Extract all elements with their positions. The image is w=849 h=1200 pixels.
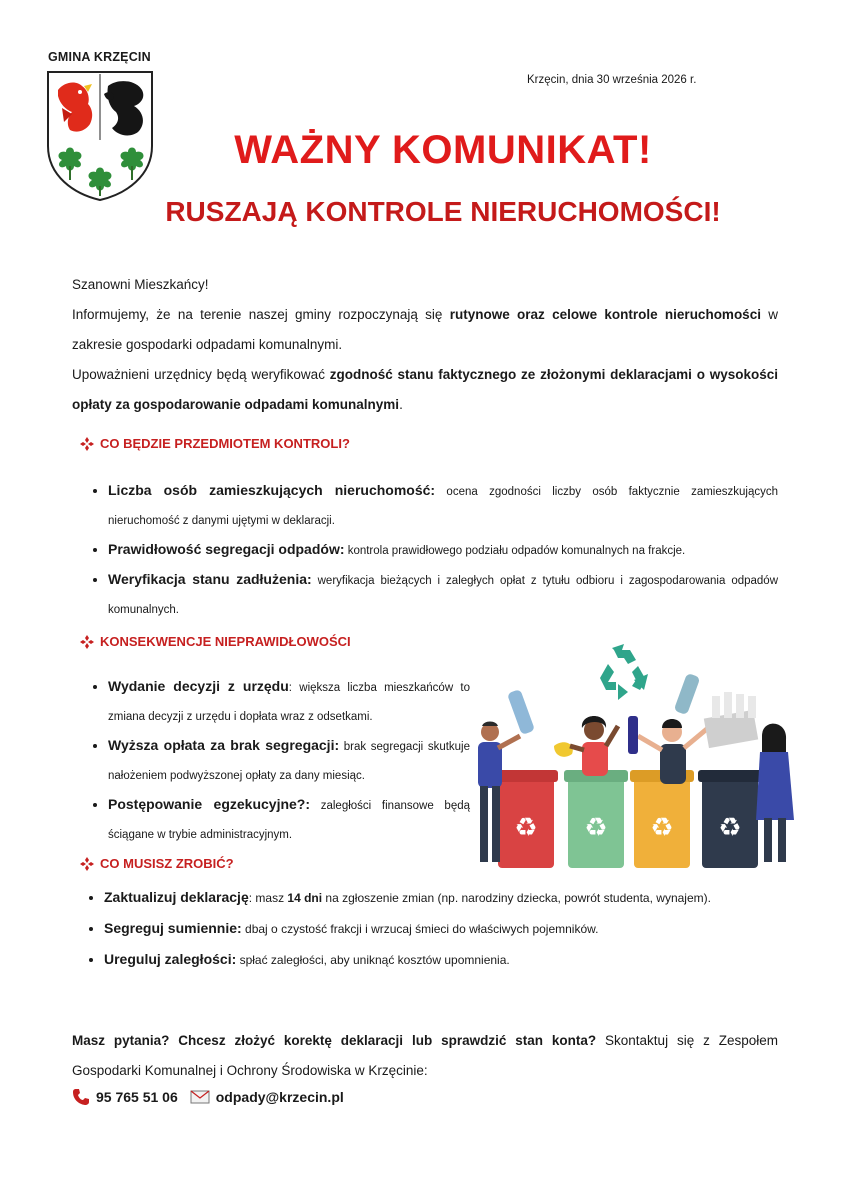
contact-paragraph: Masz pytania? Chcesz złożyć korektę deklaracji lub sprawdzić stan konta? Skontaktuj się z Zespołem Gospodarki Komunalnej i Ochrony Środowiska w Krzęcinie:: [72, 1033, 779, 1078]
list-item: • Liczba osób zamieszkujących nieruchomość: ocena zgodności liczby osób faktycznie zamieszkujących nieruchomość z danymi ujętymi w deklaracji.: [108, 476, 778, 535]
svg-text:♻: ♻: [718, 813, 742, 843]
recycling-illustration: [468, 640, 798, 876]
section-heading-control: CO BĘDZIE PRZEDMIOTEM KONTROLI?: [80, 436, 350, 451]
list-item: • Zaktualizuj deklarację: masz 14 dni na zgłoszenie zmian (np. narodziny dziecka, powrót studenta, wynajem).: [104, 882, 786, 913]
list-item: • Wyższa opłata za brak segregacji: brak segregacji skutkuje nałożeniem podwyższonej opłaty za dany miesiąc.: [108, 731, 470, 790]
person-right: [756, 724, 794, 862]
contact-details: [72, 1088, 344, 1106]
recycle-icon: [600, 644, 648, 700]
intro-p1: Informujemy, że na terenie naszej gminy rozpoczynają się rutynowe oraz celowe kontrole nieruchomości w zakresie gospodarki odpadami komunalnymi.: [72, 307, 779, 352]
phone-number[interactable]: 95 765 51 06: [96, 1089, 178, 1105]
list-item: • Segreguj sumiennie: dbaj o czystość frakcji i wrzucaj śmieci do właściwych pojemników.: [104, 913, 786, 944]
consequences-list: [90, 672, 470, 849]
todo-list: [86, 882, 786, 975]
bin-red: [494, 770, 558, 868]
section-heading-todo: CO MUSISZ ZROBIĆ?: [80, 856, 234, 871]
svg-text:♻: ♻: [650, 813, 674, 843]
bin-yellow: [630, 770, 694, 868]
document-date: Krzęcin, dnia 30 września 2026 r.: [527, 74, 697, 86]
diamond-bullet-icon: [80, 635, 94, 649]
subtitle: RUSZAJĄ KONTROLE NIERUCHOMOŚCI!: [165, 196, 721, 227]
phone-icon: [72, 1088, 90, 1106]
main-title: WAŻNY KOMUNIKAT!: [234, 128, 652, 172]
list-item: • Ureguluj zaległości: spłać zaległości, aby uniknąć kosztów upomnienia.: [104, 944, 786, 975]
list-item: • Postępowanie egzekucyjne?: zaległości finansowe będą ściągane w trybie administracyjnym.: [108, 790, 470, 849]
email-address[interactable]: odpady@krzecin.pl: [215, 1089, 344, 1105]
box-of-bottles: [704, 692, 758, 748]
diamond-bullet-icon: [80, 437, 94, 451]
intro-paragraph: [72, 270, 778, 420]
intro-p2: Upoważnieni urzędnicy będą weryfikować zgodność stanu faktycznego ze złożonymi deklaracjami o wysokości opłaty za gospodarowanie odpadami komunalnymi.: [72, 367, 778, 412]
control-list: [90, 476, 778, 624]
person-center: [554, 716, 618, 776]
greeting: Szanowni Mieszkańcy!: [72, 277, 209, 292]
list-item: • Wydanie decyzji z urzędu: większa liczba mieszkańców to zmiana decyzji z urzędu i dopłata wraz z odsetkami.: [108, 672, 470, 731]
municipality-name: GMINA KRZĘCIN: [48, 50, 151, 64]
list-item: • Weryfikacja stanu zadłużenia: weryfikacja bieżących i zaległych opłat z tytułu odbioru i zagospodarowania odpadów komunalnych.: [108, 565, 778, 624]
svg-text:♻: ♻: [514, 813, 538, 843]
email-icon: [190, 1089, 210, 1105]
section-heading-consequences: KONSEKWENCJE NIEPRAWIDŁOWOŚCI: [80, 634, 351, 649]
bin-green: [564, 770, 628, 868]
svg-text:♻: ♻: [584, 813, 608, 843]
diamond-bullet-icon: [80, 857, 94, 871]
list-item: • Prawidłowość segregacji odpadów: kontrola prawidłowego podziału odpadów komunalnych na frakcje.: [108, 535, 778, 565]
bin-dark: [698, 770, 762, 868]
